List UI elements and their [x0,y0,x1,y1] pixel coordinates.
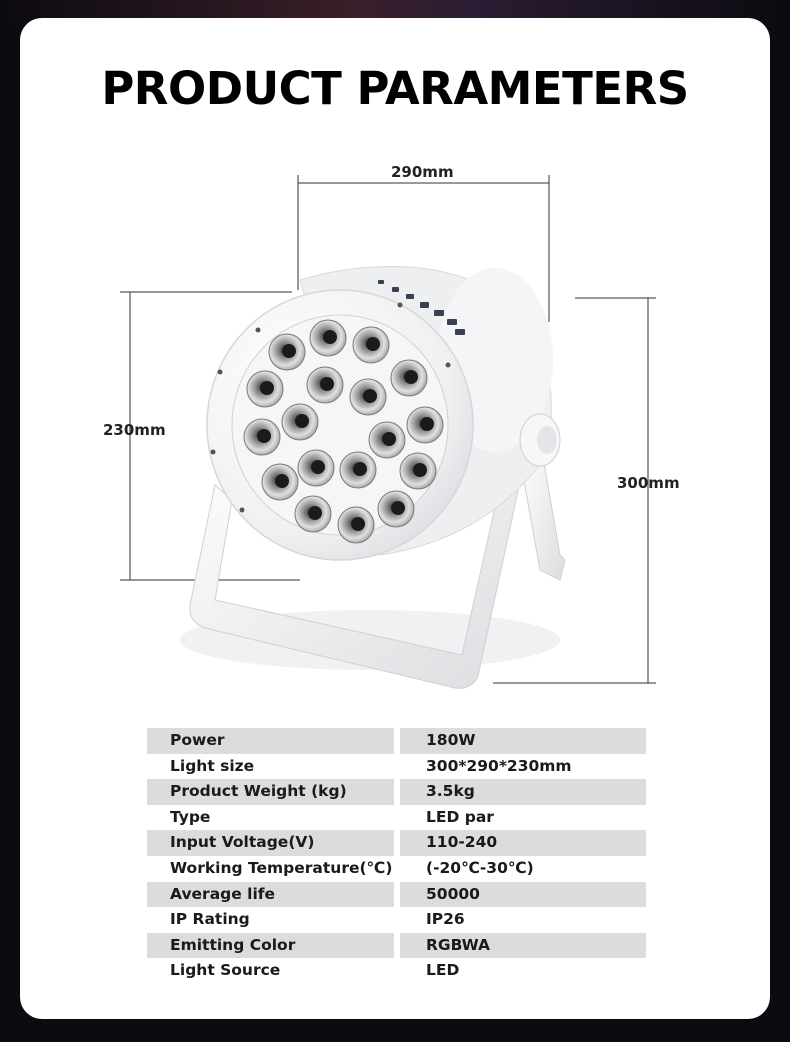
spec-row [147,779,647,805]
led-core-icon [260,381,274,395]
led-core-icon [282,344,296,358]
led-core-icon [351,517,365,531]
spec-value: 300*290*230mm [426,756,572,775]
width-label: 290mm [391,163,454,181]
spec-value: RGBWA [400,933,646,959]
right-height-label: 300mm [617,474,680,492]
led-core-icon [404,370,418,384]
spec-row [147,856,647,882]
led-core-icon [323,330,337,344]
spec-label: Product Weight (kg) [147,779,394,805]
spec-label: Light Source [170,961,281,980]
spec-value: LED [426,961,460,980]
led-core-icon [320,377,334,391]
spec-label: Light size [170,756,255,775]
spec-value: 110-240 [400,830,646,856]
spec-label: Average life [147,882,394,908]
led-core-icon [363,389,377,403]
spec-row [147,728,647,754]
spec-row [147,754,647,780]
led-core-icon [366,337,380,351]
spec-value: 50000 [400,882,646,908]
led-core-icon [420,417,434,431]
spec-row [147,882,647,908]
spec-label: Working Temperature(℃) [170,858,393,877]
led-core-icon [275,474,289,488]
spec-value: IP26 [426,910,465,929]
spec-label: Power [147,728,394,754]
led-core-icon [311,460,325,474]
spec-table [147,728,647,984]
spec-row [147,830,647,856]
spec-value: LED par [426,807,494,826]
page-title: PRODUCT PARAMETERS [101,62,689,115]
spec-row [147,958,647,984]
led-core-icon [413,463,427,477]
spec-row [147,907,647,933]
left-height-label: 230mm [103,421,166,439]
led-core-icon [257,429,271,443]
spec-value: 3.5kg [400,779,646,805]
spec-value: (-20℃-30℃) [426,858,534,877]
spec-row [147,805,647,831]
spec-label: Input Voltage(V) [147,830,394,856]
spec-value: 180W [400,728,646,754]
spec-label: Type [170,807,211,826]
led-core-icon [308,506,322,520]
led-core-icon [295,414,309,428]
spec-row [147,933,647,959]
spec-label: Emitting Color [147,933,394,959]
spec-label: IP Rating [170,910,250,929]
led-core-icon [382,432,396,446]
led-core-icon [353,462,367,476]
led-core-icon [391,501,405,515]
